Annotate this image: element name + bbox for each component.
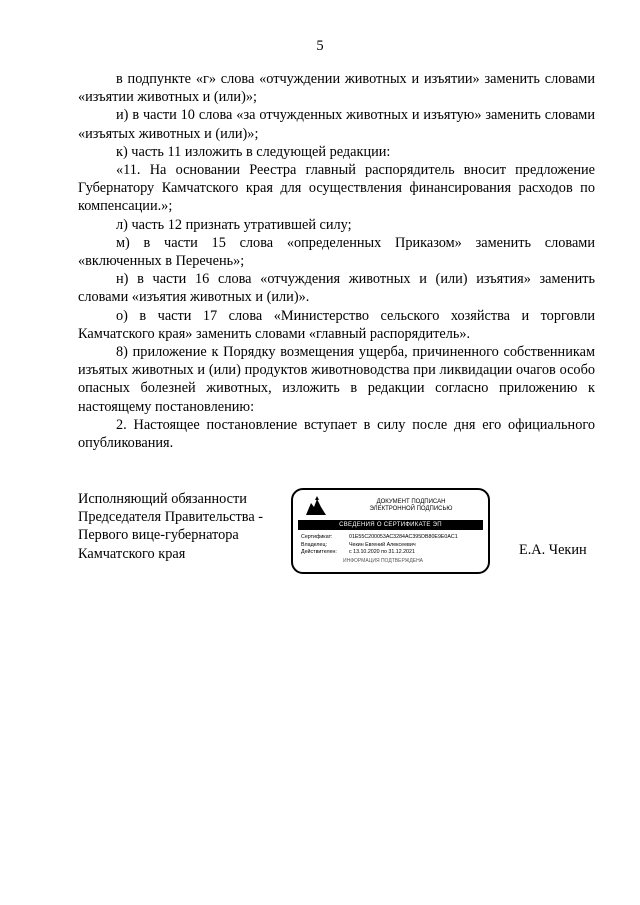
row-value: с 13.10.2020 по 31.12.2021: [349, 549, 415, 556]
position-line: Камчатского края: [78, 545, 186, 562]
paragraph: о) в части 17 слова «Министерство сельского хозяйства и торговли Камчатского края» заменить словами «главный распорядитель».: [78, 307, 595, 342]
paragraph: н) в части 16 слова «отчуждения животных и (или) изъятия» заменить словами «изъятия животных и (или)».: [78, 271, 595, 306]
row-value: Чекин Евгений Алексеевич: [349, 541, 416, 548]
page-number: 5: [316, 38, 324, 54]
stamp-header: ДОКУМЕНТ ПОДПИСАН ЭЛЕКТРОННОЙ ПОДПИСЬЮ: [369, 499, 453, 512]
e-signature-stamp: [291, 488, 490, 574]
paragraph: и) в части 10 слова «за отчужденных животных и изъятую» заменить словами «изъятых животных и (или)»;: [78, 107, 595, 142]
paragraph: л) часть 12 признать утратившей силу;: [116, 216, 352, 233]
position-line: Председателя Правительства -: [78, 509, 264, 526]
paragraph: к) часть 11 изложить в следующей редакции:: [116, 143, 391, 160]
signatory-position: [78, 490, 278, 563]
coat-of-arms-icon: [305, 496, 327, 516]
paragraph: 8) приложение к Порядку возмещения ущерба, причиненного собственникам изъятых животных и (или) продуктов животноводства при ликвидации очагов особо опасных болезней животных, изложить в редакции согласно приложению к настоящему постановлению:: [78, 344, 595, 415]
stamp-details: [301, 534, 458, 557]
paragraph: «11. На основании Реестра главный распорядитель вносит предложение Губернатору Камчатского края для осуществления финансирования расходов по компенсации.»;: [78, 162, 595, 215]
paragraph: 2. Настоящее постановление вступает в силу после дня его официального опубликования.: [78, 416, 595, 452]
validity-row: [301, 549, 458, 557]
paragraph: м) в части 15 слова «определенных Приказом» заменить словами «включенных в Перечень»;: [78, 234, 595, 270]
document-body: [78, 70, 595, 452]
paragraph: в подпункте «г» слова «отчуждении животных и изъятии» заменить словами «изъятии животных и (или)»;: [78, 71, 595, 106]
row-value: 01E55C200053AC3284AC395DB80E9E0AC1: [349, 534, 458, 540]
row-label: Действителен:: [301, 549, 337, 556]
position-line: Первого вице-губернатора: [78, 527, 239, 544]
stamp-footer: ИНФОРМАЦИЯ ПОДТВЕРЖДЕНА: [343, 558, 424, 564]
row-label: Владелец:: [301, 541, 327, 548]
signer-name: Е.А. Чекин: [519, 542, 587, 558]
row-label: Сертификат:: [301, 534, 333, 540]
position-line: Исполняющий обязанности: [78, 491, 247, 507]
certificate-row: [301, 534, 458, 542]
stamp-subtitle: СВЕДЕНИЯ О СЕРТИФИКАТЕ ЭП: [298, 520, 483, 530]
